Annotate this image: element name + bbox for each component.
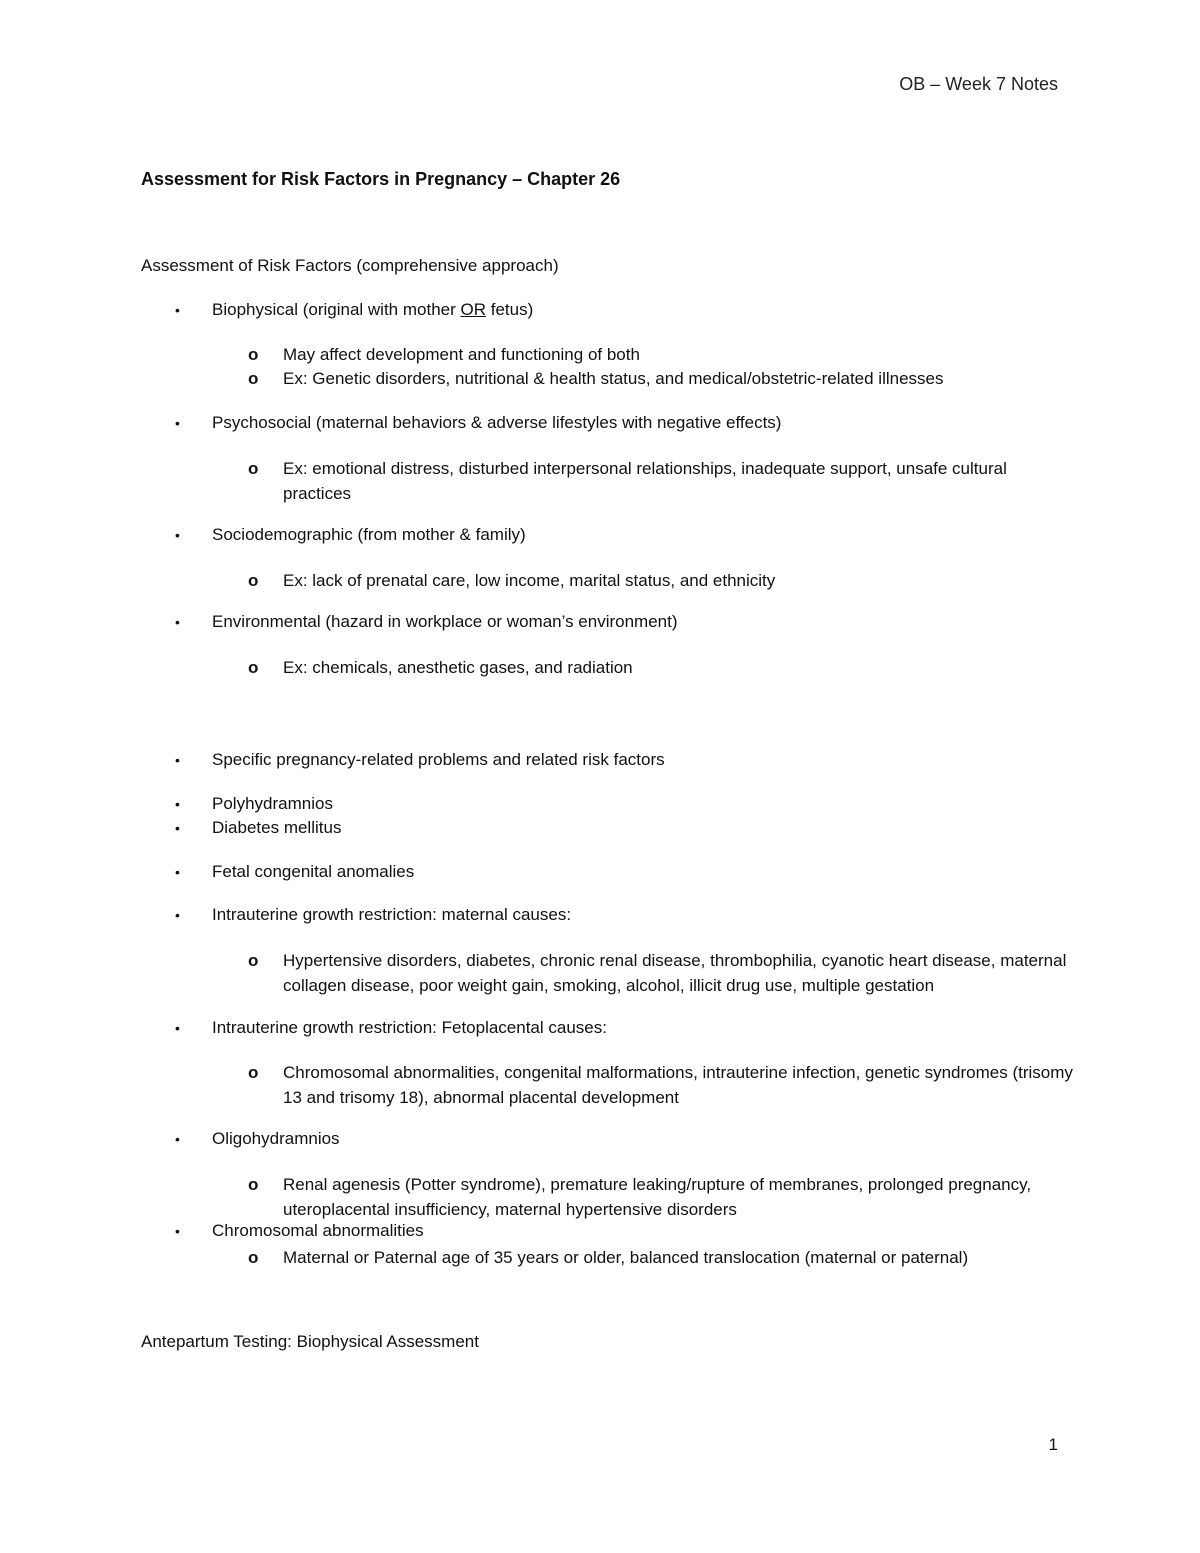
bullet-icon: • <box>175 796 180 812</box>
bullet-icon: • <box>175 302 180 318</box>
sub-bullet-icon: o <box>248 571 259 590</box>
bullet-icon: • <box>175 752 180 768</box>
bullet-icon: • <box>175 1131 180 1147</box>
list-item-specific-problems: Specific pregnancy-related problems and related risk factors <box>212 750 665 769</box>
sub-item: Maternal or Paternal age of 35 years or older, balanced translocation (maternal or paternal) <box>283 1248 969 1267</box>
sub-item: May affect development and functioning of both <box>283 345 640 364</box>
sub-item: Ex: emotional distress, disturbed interpersonal relationships, inadequate support, unsafe cultural practices <box>283 459 1007 503</box>
list-item-psychosocial: Psychosocial (maternal behaviors & adverse lifestyles with negative effects) <box>212 413 782 432</box>
list-item-chromosomal: Chromosomal abnormalities <box>212 1221 424 1240</box>
bullet-icon: • <box>175 864 180 880</box>
sub-bullet-icon: o <box>248 1063 259 1082</box>
section-heading: Assessment of Risk Factors (comprehensive approach) <box>141 256 559 275</box>
list-item-sociodemographic: Sociodemographic (from mother & family) <box>212 525 526 544</box>
sub-item: Ex: lack of prenatal care, low income, marital status, and ethnicity <box>283 571 776 590</box>
underlined-text: OR <box>460 300 486 319</box>
list-item-biophysical <box>212 300 533 320</box>
sub-bullet-icon: o <box>248 1248 259 1267</box>
list-item-fetal-anomalies: Fetal congenital anomalies <box>212 862 415 881</box>
sub-item: Hypertensive disorders, diabetes, chronic renal disease, thrombophilia, cyanotic heart disease, maternal collagen disease, poor weight gain, smoking, alcohol, illicit drug use, multiple gestation <box>283 951 1067 995</box>
sub-item: Chromosomal abnormalities, congenital malformations, intrauterine infection, genetic syndromes (trisomy 13 and trisomy 18), abnormal placental development <box>283 1063 1073 1107</box>
sub-bullet-icon: o <box>248 658 259 677</box>
item-text: Biophysical (original with mother <box>212 300 461 319</box>
list-item-iugr-fetoplacental: Intrauterine growth restriction: Fetoplacental causes: <box>212 1018 607 1037</box>
bullet-icon: • <box>175 1223 180 1239</box>
bullet-icon: • <box>175 1020 180 1036</box>
sub-bullet-icon: o <box>248 345 259 364</box>
sub-item: Ex: Genetic disorders, nutritional & health status, and medical/obstetric-related illnesses <box>283 369 944 388</box>
list-item-polyhydramnios: Polyhydramnios <box>212 794 333 813</box>
bullet-icon: • <box>175 614 180 630</box>
bullet-icon: • <box>175 415 180 431</box>
sub-bullet-icon: o <box>248 459 259 478</box>
list-item-oligohydramnios: Oligohydramnios <box>212 1129 340 1148</box>
list-item-iugr-maternal: Intrauterine growth restriction: maternal causes: <box>212 905 572 924</box>
list-item-environmental: Environmental (hazard in workplace or woman’s environment) <box>212 612 678 631</box>
bullet-icon: • <box>175 820 180 836</box>
page-number: 1 <box>1048 1435 1058 1454</box>
sub-bullet-icon: o <box>248 369 259 388</box>
bullet-icon: • <box>175 907 180 923</box>
sub-item: Ex: chemicals, anesthetic gases, and radiation <box>283 658 633 677</box>
list-item-diabetes: Diabetes mellitus <box>212 818 342 837</box>
section-heading-antepartum: Antepartum Testing: Biophysical Assessment <box>141 1332 479 1351</box>
item-text: fetus) <box>486 300 534 319</box>
bullet-icon: • <box>175 527 180 543</box>
page-header: OB – Week 7 Notes <box>899 74 1058 94</box>
sub-item: Renal agenesis (Potter syndrome), premature leaking/rupture of membranes, prolonged pregnancy, uteroplacental insufficiency, maternal hypertensive disorders <box>283 1175 1032 1219</box>
sub-bullet-icon: o <box>248 951 259 970</box>
sub-bullet-icon: o <box>248 1175 259 1194</box>
document-title: Assessment for Risk Factors in Pregnancy – Chapter 26 <box>141 169 621 189</box>
